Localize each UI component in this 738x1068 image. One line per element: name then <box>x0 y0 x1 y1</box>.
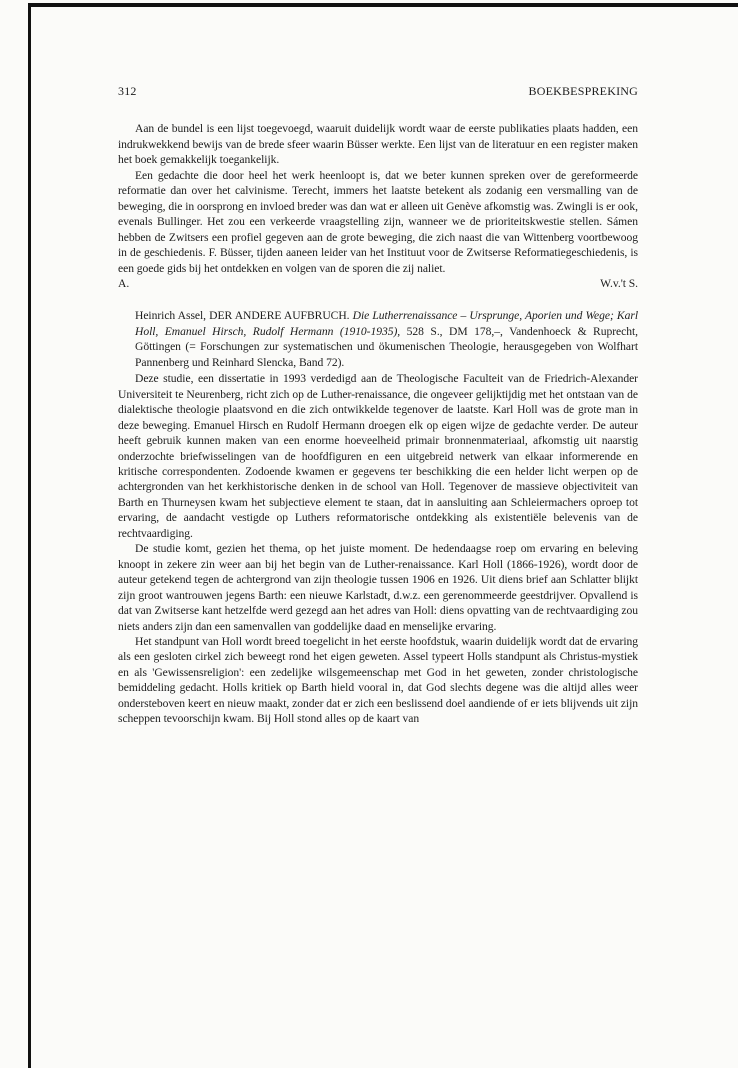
book-subtitle: Die Lutherrenaissance – Ursprunge, Aporien und Wege; Karl Holl, Emanuel Hirsch, Rudolf Hermann (1910-1935), <box>135 309 638 338</box>
page-number: 312 <box>118 84 137 98</box>
review1-paragraph: Aan de bundel is een lijst toegevoegd, waaruit duidelijk wordt waar de eerste publikaties plaats hadden, een indrukwekkend bewijs van de brede sfeer waarin Büsser werkte. Een lijst van de literatuur en een register maken het boek gemakkelijk toegankelijk. <box>118 122 638 167</box>
scan-edge-left <box>28 3 31 1068</box>
book-author-title: Heinrich Assel, DER ANDERE AUFBRUCH. <box>135 309 353 323</box>
running-head <box>118 84 638 99</box>
section-title: BOEKBESPREKING <box>528 84 638 98</box>
reviewer-initials: W.v.'t S. <box>600 276 638 290</box>
review2-paragraph: De studie komt, gezien het thema, op het juiste moment. De hedendaagse roep om ervaring en beleving knoopt in zekere zin weer aan bij het begin van de Luther-renaissance. Karl Holl (1866-1926), wordt door de auteur getekend tegen de achtergrond van zijn theologie tussen 1906 en 1926. Uit diens brief aan Schlatter blijkt zijn groot wantrouwen jegens Barth: een nieuwe Karlstadt, d.w.z. een gerenommeerde geestdrijver. Opvallend is dat van Zwitserse kant hetzelfde werd gezegd aan het adres van Holl: diens opvatting van de rechtvaardiging zou niets anders zijn dan een samenvallen van goddelijke daad en menselijke ervaring. <box>118 542 638 633</box>
review2-paragraph: Het standpunt van Holl wordt breed toegelicht in het eerste hoofdstuk, waarin duidelijk wordt dat de ervaring als een gesloten cirkel zich beweegt rond het eigen geweten. Assel typeert Holls standpunt als Christus-mystiek en als 'Gewissensreligion': een zedelijke wilsgemeenschap met God in het geweten, zonder christologische bemiddeling gedacht. Holls kritiek op Barth hield vooral in, dat God slechts degene was die altijd alles weer ondersteboven keert en nieuw maakt, zonder dat er zich een beslissend doel aandiende of er iets blijvends uit zijn scheppen tevoorschijn kwam. Bij Holl stond alles op de kaart van <box>118 634 638 726</box>
review-1 <box>118 121 638 291</box>
review1-signature <box>118 276 638 291</box>
publication-details: 528 S., DM 178,–, Vandenhoeck & Ruprecht, Göttingen (= Forschungen zur systematischen und ökumenischen Theologie, herausgegeben von Wolfhart Pannenberg und Reinhard Slencka, Band 72). <box>135 324 638 369</box>
review-2 <box>118 371 638 726</box>
review2-paragraph: Deze studie, een dissertatie in 1993 verdedigd aan de Theologische Faculteit van de Friedrich-Alexander Universiteit te Neurenberg, richt zich op de Luther-renaissance, die ongeveer gelijktijdig met het ontstaan van de dialektische theologie plaatsvond en die zich ontwikkelde tegenover de laatste. Karl Holl was de grote man in deze beweging. Emanuel Hirsch en Rudolf Hermann droegen elk op eigen wijze de gedachte verder. De auteur heeft gebruik kunnen maken van een enorme hoeveelheid primair bronnenmateriaal, afkomstig uit naarstig onderzochte briefwisselingen van de hoofdfiguren en een uitgebreid netwerk van elkaar informerende en kritische correspondenten. Zodoende kwamen er gegevens ter beschikking die een helder licht werpen op de achtergronden van het kerkhistorische denken in de school van Holl. Tegenover de massieve objectiviteit van Barth en Thurneysen kwam het subjectieve element te staan, dat in aansluiting aan Schleiermachers oproep tot ervaring, de aandacht vestigde op Luthers reformatorische ontdekking als existentiële belevenis van de rechtvaardiging. <box>118 372 638 540</box>
page-content <box>118 84 638 727</box>
review1-paragraph: Een gedachte die door heel het werk heenloopt is, dat we beter kunnen spreken over de gereformeerde reformatie dan over het calvinisme. Terecht, immers het laatste betekent als zodanig een versmalling van de beweging, die in oorsprong en invloed breder was dan wat er alleen uit Genève afkomstig was. Zwingli is er ook, evenals Bullinger. Het zou een verkeerde vraagstelling zijn, wanneer we de prioriteitskwestie stellen. Sámen hebben de Zwitsers een profiel gegeven aan de grote beweging, die zich naast die van Wittenberg voortbewoog in de geschiedenis. F. Büsser, tijden aaneen leider van het Instituut voor de Zwitserse Reformatiegeschiedenis, is een goede gids bij het ontdekken en volgen van de sporen die zij naliet. <box>118 168 638 275</box>
review2-bibliographic-header <box>135 308 638 370</box>
signature-initial: A. <box>118 276 130 290</box>
scan-edge-top <box>28 3 738 7</box>
